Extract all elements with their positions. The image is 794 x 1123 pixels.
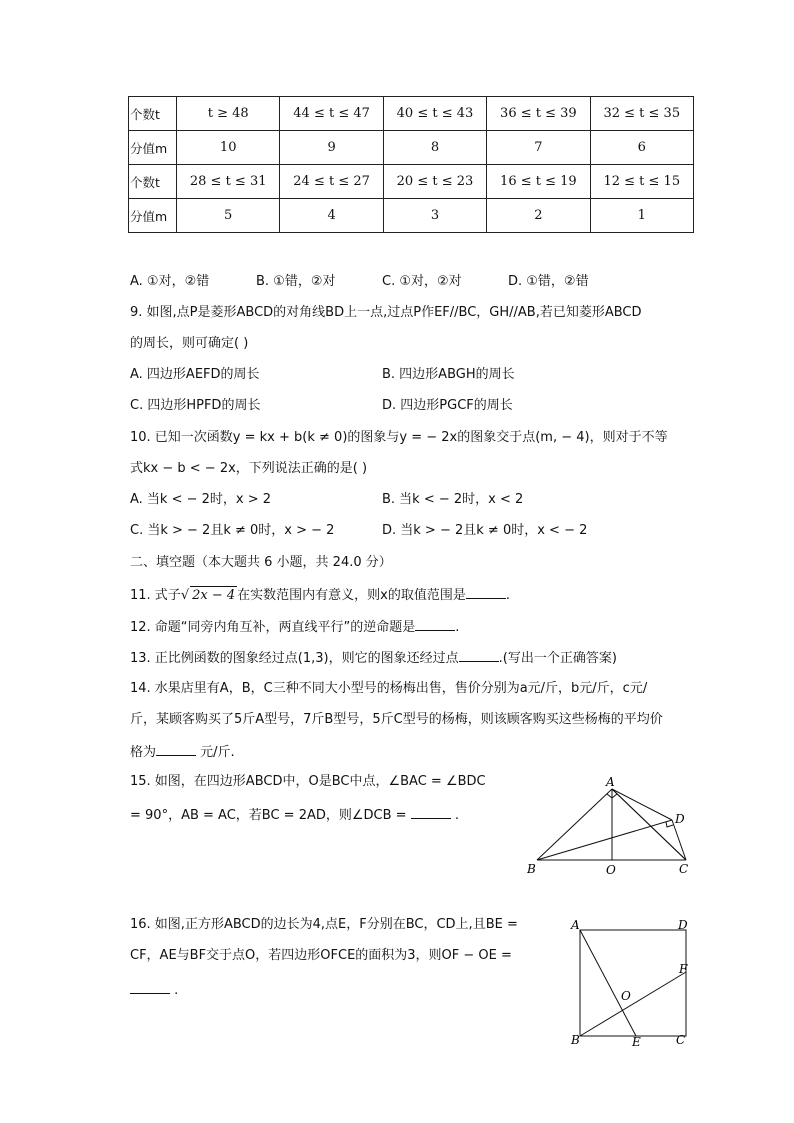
fig15-label-a: A — [606, 775, 615, 789]
table-cell: 12 ≤ t ≤ 15 — [590, 165, 693, 199]
row-header-cell: 分值m — [129, 131, 177, 165]
table-row — [129, 97, 694, 131]
section-heading: 二、填空题（本大题共 6 小题，共 24.0 分） — [130, 555, 392, 570]
q16-stem-line3 — [130, 980, 178, 1000]
q10-option-a: A. 当k < − 2时，x > 2 — [130, 492, 272, 507]
q11-post: 在实数范围内有意义，则x的取值范围是 — [237, 588, 466, 603]
q13-answer-blank[interactable] — [459, 648, 499, 662]
fig15-label-o: O — [606, 863, 616, 877]
fig16-label-c: C — [676, 1033, 686, 1047]
q14-line3-post: 元/斤. — [196, 745, 235, 760]
q15-stem-line1: 15. 如图，在四边形ABCD中，O是BC中点，∠BAC = ∠BDC — [130, 774, 486, 789]
q16-answer-blank[interactable] — [130, 980, 170, 994]
table-cell: 3 — [383, 199, 486, 233]
q11-stem — [130, 585, 510, 605]
q11-end: . — [505, 588, 510, 603]
table-cell: t ≥ 48 — [177, 97, 280, 131]
table-cell: 2 — [487, 199, 590, 233]
table-cell: 40 ≤ t ≤ 43 — [383, 97, 486, 131]
q10-option-d: D. 当k > − 2且k ≠ 0时，x < − 2 — [382, 523, 588, 538]
q11-radicand: 2x − 4 — [192, 588, 236, 603]
q12-stem — [130, 617, 459, 637]
q14-stem-line2: 斤，某顾客购买了5斤A型号，7斤B型号，5斤C型号的杨梅，则该顾客购买这些杨梅的平均价 — [130, 712, 663, 727]
q15-stem-line2 — [130, 805, 459, 825]
table-row — [129, 165, 694, 199]
fig15-label-d: D — [675, 812, 685, 826]
table-cell: 36 ≤ t ≤ 39 — [487, 97, 590, 131]
fig16-label-a: A — [571, 918, 580, 932]
fig16-label-e: E — [632, 1035, 641, 1047]
table-cell: 32 ≤ t ≤ 35 — [590, 97, 693, 131]
q16-figure — [566, 915, 696, 1047]
q8-option-b: B. ①错，②对 — [256, 274, 336, 289]
table-cell: 7 — [487, 131, 590, 165]
table-cell: 8 — [383, 131, 486, 165]
row-header-cell: 分值m — [129, 199, 177, 233]
q14-line3-pre: 格为 — [130, 745, 157, 760]
q12-pre: 12. 命题“同旁内角互补，两直线平行”的逆命题是 — [130, 620, 416, 635]
q13-stem — [130, 648, 617, 668]
q8-option-a: A. ①对，②错 — [130, 274, 210, 289]
score-table — [128, 96, 694, 233]
fig16-label-d: D — [678, 918, 688, 932]
table-cell: 6 — [590, 131, 693, 165]
table-cell: 5 — [177, 199, 280, 233]
q10-option-b: B. 当k < − 2时，x < 2 — [382, 492, 524, 507]
q9-option-a: A. 四边形AEFD的周长 — [130, 367, 260, 382]
q10-option-c: C. 当k > − 2且k ≠ 0时，x > − 2 — [130, 523, 335, 538]
q9-stem-line2: 的周长，则可确定( ) — [130, 336, 249, 351]
table-cell: 16 ≤ t ≤ 19 — [487, 165, 590, 199]
q16-line3-post: . — [170, 983, 179, 998]
table-cell: 10 — [177, 131, 280, 165]
table-cell: 9 — [280, 131, 383, 165]
q14-stem-line3 — [130, 742, 235, 762]
sqrt-sign: √ — [180, 588, 190, 603]
q16-stem-line1: 16. 如图,正方形ABCD的边长为4,点E，F分别在BC，CD上,且BE = — [130, 917, 518, 932]
q9-stem-line1: 9. 如图,点P是菱形ABCD的对角线BD上一点,过点P作EF//BC，GH//AB,若已知菱形ABCD — [130, 305, 642, 320]
q13-end: .(写出一个正确答案) — [498, 651, 617, 666]
fig16-label-o: O — [621, 989, 631, 1003]
q13-pre: 13. 正比例函数的图象经过点(1,3)，则它的图象还经过点 — [130, 651, 459, 666]
fig16-label-f: F — [679, 962, 688, 976]
table-cell: 24 ≤ t ≤ 27 — [280, 165, 383, 199]
q16-stem-line2: CF，AE与BF交于点O，若四边形OFCE的面积为3，则OF − OE = — [130, 948, 512, 963]
q8-option-c: C. ①对，②对 — [382, 274, 462, 289]
table-row — [129, 199, 694, 233]
table-cell: 1 — [590, 199, 693, 233]
table-cell: 20 ≤ t ≤ 23 — [383, 165, 486, 199]
fig16-label-b: B — [571, 1033, 580, 1047]
q15-answer-blank[interactable] — [411, 805, 451, 819]
row-header-cell: 个数t — [129, 165, 177, 199]
row-header-cell: 个数t — [129, 97, 177, 131]
q15-line2-post: . — [450, 808, 459, 823]
table-cell: 28 ≤ t ≤ 31 — [177, 165, 280, 199]
q8-option-d: D. ①错，②错 — [508, 274, 589, 289]
q15-line2-pre: = 90°，AB = AC，若BC = 2AD，则∠DCB = — [130, 808, 407, 823]
fig15-label-b: B — [527, 862, 536, 876]
q12-answer-blank[interactable] — [415, 617, 455, 631]
table-cell: 4 — [280, 199, 383, 233]
q9-option-d: D. 四边形PGCF的周长 — [382, 398, 513, 413]
q14-stem-line1: 14. 水果店里有A，B，C三种不同大小型号的杨梅出售，售价分别为a元/斤，b元/斤，c元/ — [130, 681, 648, 696]
q11-answer-blank[interactable] — [466, 585, 506, 599]
q9-option-c: C. 四边形HPFD的周长 — [130, 398, 261, 413]
q10-stem-line2: 式kx − b < − 2x，下列说法正确的是( ) — [130, 461, 368, 476]
table-row — [129, 131, 694, 165]
q14-answer-blank[interactable] — [156, 742, 196, 756]
q9-option-b: B. 四边形ABGH的周长 — [382, 367, 515, 382]
q10-stem-line1: 10. 已知一次函数y = kx + b(k ≠ 0)的图象与y = − 2x的图象交于点(m, − 4)，则对于不等 — [130, 430, 668, 445]
table-cell: 44 ≤ t ≤ 47 — [280, 97, 383, 131]
q12-end: . — [455, 620, 460, 635]
q15-figure — [525, 772, 700, 880]
q11-pre: 11. 式子 — [130, 588, 181, 603]
fig15-label-c: C — [679, 862, 689, 876]
